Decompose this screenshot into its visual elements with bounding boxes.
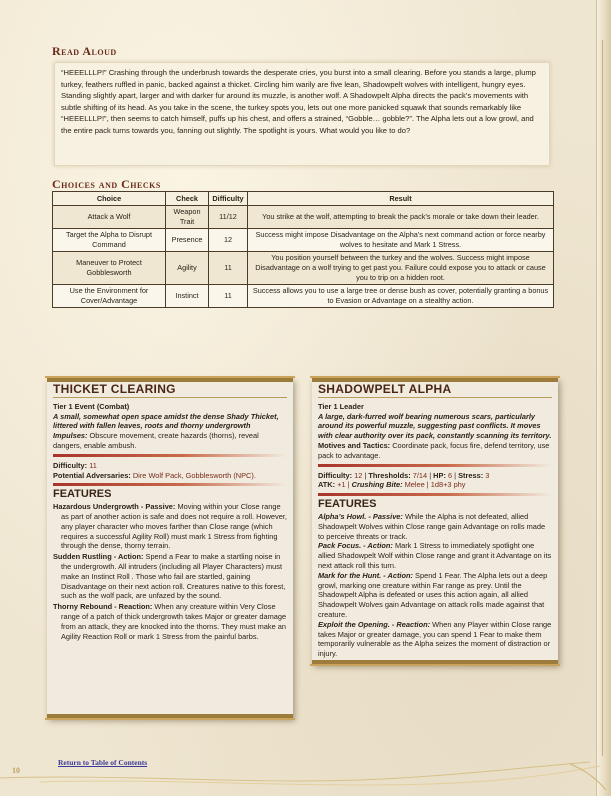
feature-alphas-howl — [318, 512, 552, 541]
feature-text: When any creature within Very Close range of a patch of thick undergrowth takes Major or greater damage from an attack, they are knocked into the thorns. They must make an Agility Reaction Roll or mark 1 Stress from the painful barbs. — [61, 602, 287, 641]
cell-result: You strike at the wolf, attempting to break the pack’s morale or take down their leader. — [248, 206, 554, 229]
cell-result: Success might impose Disadvantage on the Alpha’s next command action or force nearby wolves to hesitate and Mark 1 Stress. — [248, 229, 554, 252]
statblock-impulses — [53, 431, 287, 451]
atk-label: ATK: — [318, 480, 336, 490]
feature-name: Thorny Rebound - Reaction: — [53, 602, 153, 612]
page-border-ornament — [596, 0, 611, 796]
cell-check: Weapon Trait — [166, 206, 209, 229]
feature-text: Spend a Fear to make a startling noise in the undergrowth. All intruders (including all Player Characters) must make an Instinct Roll . Those who fail are startled, gaining Disadvantage on their next action roll. Creatures native to this forest, such as the wolf pack, are unfazed by the sound. — [61, 552, 286, 601]
features-heading: FEATURES — [318, 498, 377, 511]
cell-difficulty: 11 — [209, 252, 248, 285]
hp-label: HP: — [433, 470, 446, 480]
feature-mark-for-the-hunt — [318, 571, 552, 620]
thresholds-label: Thresholds: — [368, 470, 411, 480]
adversaries-value: Dire Wolf Pack, Gobblesworth (NPC). — [130, 470, 256, 480]
return-to-toc-link[interactable]: Return to Table of Contents — [58, 758, 148, 767]
statblock-motives — [318, 441, 552, 461]
divider — [318, 493, 552, 496]
cell-result: You position yourself between the turkey and the wolves. Success might impose Disadvantage on a wolf trying to get past you. Failure could expose you to attack or cause you to trip on a hidden root. — [248, 252, 554, 285]
statblock-stats-line: Difficulty: 12 | Thresholds: 7/14 | HP: 6 | Stress: 3 — [318, 470, 490, 480]
statblock-adversaries — [53, 471, 287, 481]
feature-text: While the Alpha is not defeated, allied Shadowpelt Wolves within Close range gain Advantage on rolls made to perceive threats or track. — [318, 511, 546, 541]
header-result: Result — [248, 192, 554, 206]
impulses-text: Obscure movement, create hazards (thorns), reveal dangers, enable ambush. — [53, 431, 259, 450]
difficulty-value: 11 — [87, 460, 97, 470]
adversaries-label: Potential Adversaries: — [53, 470, 131, 480]
attack-label: Crushing Bite: — [351, 480, 403, 490]
statblock-description: A large, dark-furred wolf bearing numerous scars, particularly around its powerful muzzle, suggesting past conflicts. It moves with clear authority over its pack, constantly scanning its territory. — [318, 411, 552, 441]
cell-difficulty: 12 — [209, 229, 248, 252]
hp-value: 6 — [445, 470, 453, 480]
cell-result: Success allows you to use a large tree or dense bush as cover, potentially granting a bonus to Evasion or Advantage on a stealthy action. — [248, 285, 554, 308]
cell-choice: Maneuver to Protect Gobblesworth — [53, 252, 166, 285]
feature-hazardous-undergrowth — [53, 502, 287, 551]
motives-label: Motives and Tactics: — [318, 440, 391, 450]
read-aloud-box — [54, 62, 550, 166]
feature-text: When any Player within Close range takes Major or greater damage, you can spend 1 Fear to make them temporarily vulnerable as the Alpha seizes the moment of distraction or injury. — [318, 619, 552, 659]
statblock-title: THICKET CLEARING — [53, 385, 287, 398]
atk-value: +1 | — [335, 480, 352, 490]
table-header-row — [53, 192, 554, 206]
cell-check: Instinct — [166, 285, 209, 308]
header-difficulty: Difficulty — [209, 192, 248, 206]
read-aloud-text: “HEEELLLP!” Crashing through the underbrush towards the desperate cries, you burst into a small clearing. Before you stands a large, plump turkey, feathers ruffled in panic, backed against a thicket. Circling him warily are five lean, Shadowpelt wolves with intelligent, hungry eyes. Standing slightly apart, larger and with darker fur around its muzzle, is another wolf. A Shadowpelt Alpha directs the pack’s movements with subtle shifting of its head. As you take in the scene, the turkey spots you, lets out one more panicked squawk that sounds remarkably like “HEEELLLP!”, then seems to catch himself, puffs up his chest, and offers a strained, “Gobble… gobble?”. The Alpha lets out a low growl, and the entire pack turns towards you, fanning out slightly. The spotlight is yours. What would you like to do? — [61, 68, 536, 135]
header-choice: Choice — [53, 192, 166, 206]
statblock-difficulty — [53, 461, 287, 471]
feature-name: Pack Focus. - Action: — [318, 541, 393, 551]
cell-check: Agility — [166, 252, 209, 285]
difficulty-label: Difficulty: — [53, 460, 88, 470]
difficulty-value: 12 — [352, 470, 363, 480]
table-row — [53, 206, 554, 229]
divider — [53, 454, 287, 457]
statblock-title: SHADOWPELT ALPHA — [318, 385, 552, 398]
read-aloud-heading: Read Aloud — [52, 44, 117, 58]
thicket-clearing-statblock — [47, 378, 293, 718]
feature-name: Hazardous Undergrowth - Passive: — [53, 502, 176, 512]
table-row — [53, 285, 554, 308]
feature-text: Mark 1 Stress to immediately spotlight one allied Shadowpelt Wolf within Close range and grant it Advantage on its next attack roll this turn. — [318, 541, 552, 570]
thresholds-value: 7/14 — [410, 470, 428, 480]
feature-name: Exploit the Opening. - Reaction: — [318, 619, 431, 629]
cell-choice: Attack a Wolf — [53, 206, 166, 229]
feature-pack-focus — [318, 541, 552, 570]
feature-text: Moving within your Close range as part of another action is safe and does not require a roll. However, any player character who moves farther than Close range (which requires a successful Agility Roll) must mark 1 Stress from fighting through the dense, thorny terrain. — [61, 502, 287, 551]
divider — [318, 464, 552, 467]
statblock-atk-line — [318, 480, 552, 490]
feature-text: Spend 1 Fear. The Alpha lets out a deep growl, marking one creature within Far range as prey. Until the Shadowpelt Alpha is defeated or uses this action again, all allied Shadowpelt Wolves gain Advantage on attack rolls made against that creature. — [318, 570, 548, 619]
feature-name: Alpha’s Howl. - Passive: — [318, 511, 403, 521]
difficulty-label: Difficulty: — [318, 470, 353, 480]
choices-table — [52, 191, 554, 308]
feature-thorny-rebound — [53, 602, 287, 641]
statblock-tier: Tier 1 Event (Combat) — [53, 401, 130, 411]
stress-label: Stress: — [458, 470, 484, 480]
cell-difficulty: 11 — [209, 285, 248, 308]
feature-name: Mark for the Hunt. - Action: — [318, 570, 413, 580]
divider — [53, 483, 287, 486]
cell-choice: Target the Alpha to Disrupt Command — [53, 229, 166, 252]
statblock-tier: Tier 1 Leader — [318, 401, 364, 411]
statblock-description: A small, somewhat open space amidst the dense Shady Thicket, littered with fallen leaves, roots and thorny undergrowth — [53, 411, 279, 431]
feature-exploit-the-opening — [318, 620, 552, 659]
motives-text: Coordinate pack, focus fire, defend territory, use pack to advantage. — [318, 440, 550, 460]
header-check: Check — [166, 192, 209, 206]
choices-heading: Choices and Checks — [52, 177, 161, 191]
features-heading: FEATURES — [53, 488, 112, 501]
cell-check: Presence — [166, 229, 209, 252]
cell-choice: Use the Environment for Cover/Advantage — [53, 285, 166, 308]
table-row — [53, 252, 554, 285]
impulses-label: Impulses: — [53, 431, 88, 441]
cell-difficulty: 11/12 — [209, 206, 248, 229]
stress-value: 3 — [483, 470, 490, 480]
table-row — [53, 229, 554, 252]
shadowpelt-alpha-statblock — [312, 378, 558, 664]
page-number: 10 — [12, 766, 20, 775]
attack-value: Melee | 1d8+3 phy — [402, 480, 466, 490]
feature-name: Sudden Rustling - Action: — [53, 552, 144, 562]
feature-sudden-rustling — [53, 552, 287, 601]
